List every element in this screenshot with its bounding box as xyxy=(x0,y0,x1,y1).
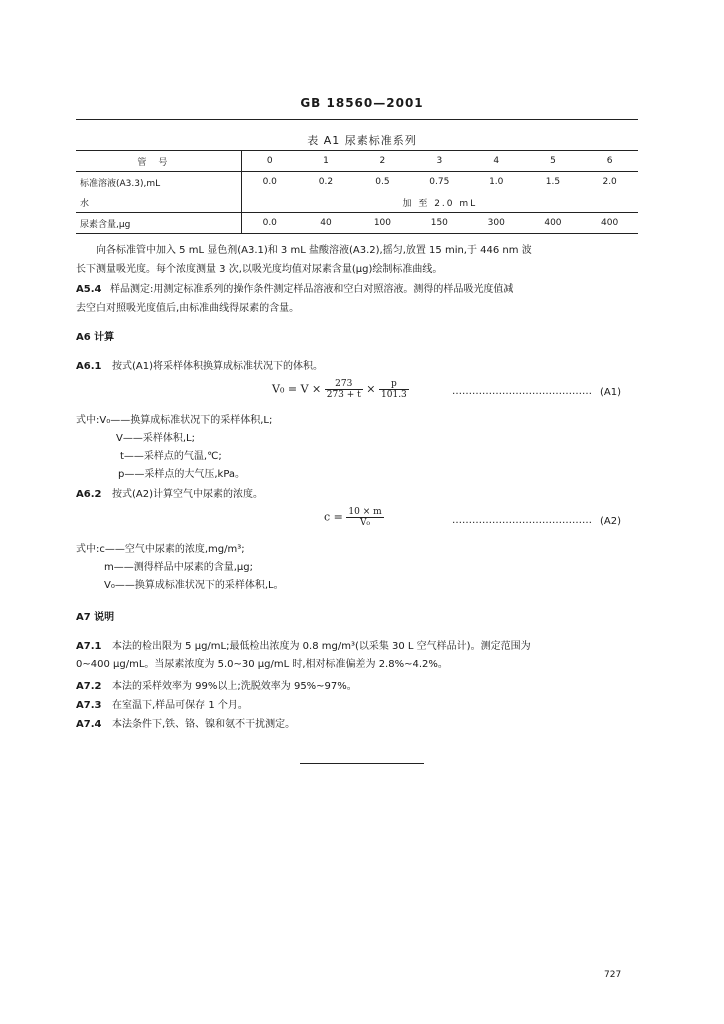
table-cell: 3 xyxy=(411,151,468,172)
table-cell: 1 xyxy=(298,151,354,172)
clause-number: A7.4 xyxy=(76,719,102,730)
leader-dots: …………………………………… xyxy=(452,515,592,526)
denominator: 273 + t xyxy=(326,390,361,400)
table-row-urea-content xyxy=(76,213,638,234)
equation-lhs: V₀ = V × xyxy=(272,382,322,396)
denominator: 101.3 xyxy=(381,390,407,400)
equation-tag: (A1) xyxy=(600,387,622,398)
table-cell: 0.75 xyxy=(429,177,450,187)
table-row-tube-number xyxy=(76,151,638,172)
clause-number: A6.2 xyxy=(76,489,102,500)
times-sign: × xyxy=(366,382,376,396)
table-cell: 0.0 xyxy=(262,177,277,187)
table-caption: 表 A1 尿素标准系列 xyxy=(307,134,417,147)
equation-a1 xyxy=(272,379,409,400)
numerator: p xyxy=(379,379,409,390)
table-cell: 400 xyxy=(581,213,638,234)
table-row-water xyxy=(76,192,638,213)
equation-tag: (A2) xyxy=(600,516,622,527)
table-cell: 0.5 xyxy=(375,177,390,187)
equation-a2 xyxy=(324,507,384,528)
table-cell: 100 xyxy=(354,213,411,234)
table-row-std-solution xyxy=(76,172,638,193)
symbol-definition: V——采样体积,L; xyxy=(116,433,195,444)
symbol-definition: p——采样点的大气压,kPa。 xyxy=(118,469,246,480)
paragraph-line: 按式(A1)将采样体积换算成标准状况下的体积。 xyxy=(112,361,324,372)
numerator: 10 × m xyxy=(348,507,382,517)
row-label: 标准溶液(A3.3),mL xyxy=(76,172,241,193)
equation-lhs: c = xyxy=(324,510,343,524)
paragraph-line: 本法条件下,铁、铬、镍和氨不干扰测定。 xyxy=(112,719,296,730)
table-cell: 4 xyxy=(468,151,525,172)
end-rule xyxy=(300,763,424,764)
table-cell: 1.0 xyxy=(489,177,504,187)
section-heading: A6 计算 xyxy=(76,332,115,343)
symbol-definition: 式中:V₀——换算成标准状况下的采样体积,L; xyxy=(76,415,273,426)
table-cell: 2.0 xyxy=(602,177,617,187)
row-label: 尿素含量,μg xyxy=(76,213,241,234)
table-cell: 6 xyxy=(581,151,638,172)
fraction xyxy=(346,507,383,528)
page-number: 727 xyxy=(604,970,622,980)
denominator: V₀ xyxy=(359,518,371,528)
table-cell: 0.0 xyxy=(241,213,298,234)
symbol-definition: t——采样点的气温,℃; xyxy=(120,451,222,462)
paragraph-line: 样品测定:用测定标准系列的操作条件测定样品溶液和空白对照溶液。测得的样品吸光度值减 xyxy=(110,284,514,295)
urea-standard-table xyxy=(76,150,638,234)
table-cell: 40 xyxy=(298,213,354,234)
fraction xyxy=(325,379,363,400)
paragraph-line: 本法的采样效率为 99%以上;洗脱效率为 95%~97%。 xyxy=(112,681,357,692)
paragraph-line: 向各标准管中加入 5 mL 显色剂(A3.1)和 3 mL 盐酸溶液(A3.2),摇匀,放置 15 min,于 446 nm 波 xyxy=(96,245,532,256)
table-cell: 300 xyxy=(468,213,525,234)
fraction xyxy=(379,379,409,400)
table-cell: 400 xyxy=(525,213,582,234)
clause-number: A7.1 xyxy=(76,641,102,652)
paragraph-line: 长下测量吸光度。每个浓度测量 3 次,以吸光度均值对尿素含量(μg)绘制标准曲线。 xyxy=(76,264,443,275)
row-label: 水 xyxy=(76,192,241,213)
table-cell: 5 xyxy=(525,151,582,172)
paragraph-line: 按式(A2)计算空气中尿素的浓度。 xyxy=(112,489,264,500)
merged-cell: 加 至 2.0 mL xyxy=(241,192,638,213)
table-head-label: 管号 xyxy=(76,151,241,172)
paragraph-line: 0~400 μg/mL。当尿素浓度为 5.0~30 μg/mL 时,相对标准偏差为 2.8%~4.2%。 xyxy=(76,659,448,670)
clause-number: A7.3 xyxy=(76,700,102,711)
paragraph-line: 在室温下,样品可保存 1 个月。 xyxy=(112,700,248,711)
paragraph-line: 本法的检出限为 5 μg/mL;最低检出浓度为 0.8 mg/m³(以采集 30 L 空气样品计)。测定范围为 xyxy=(112,641,531,652)
table-cell: 2 xyxy=(354,151,411,172)
numerator: 273 xyxy=(325,379,363,390)
table-cell: 0 xyxy=(241,151,298,172)
clause-number: A5.4 xyxy=(76,284,102,295)
symbol-definition: V₀——换算成标准状况下的采样体积,L。 xyxy=(104,580,284,591)
clause-number: A7.2 xyxy=(76,681,102,692)
symbol-definition: m——测得样品中尿素的含量,μg; xyxy=(104,562,253,573)
standard-code-header: GB 18560—2001 xyxy=(300,96,424,110)
table-cell: 0.2 xyxy=(318,177,334,187)
clause-number: A6.1 xyxy=(76,361,102,372)
table-cell: 1.5 xyxy=(545,177,561,187)
header-rule xyxy=(76,119,638,120)
table-cell: 150 xyxy=(411,213,468,234)
paragraph-line: 去空白对照吸光度值后,由标准曲线得尿素的含量。 xyxy=(76,303,300,314)
leader-dots: …………………………………… xyxy=(452,386,592,397)
symbol-definition: 式中:c——空气中尿素的浓度,mg/m³; xyxy=(76,544,245,555)
section-heading: A7 说明 xyxy=(76,612,115,623)
